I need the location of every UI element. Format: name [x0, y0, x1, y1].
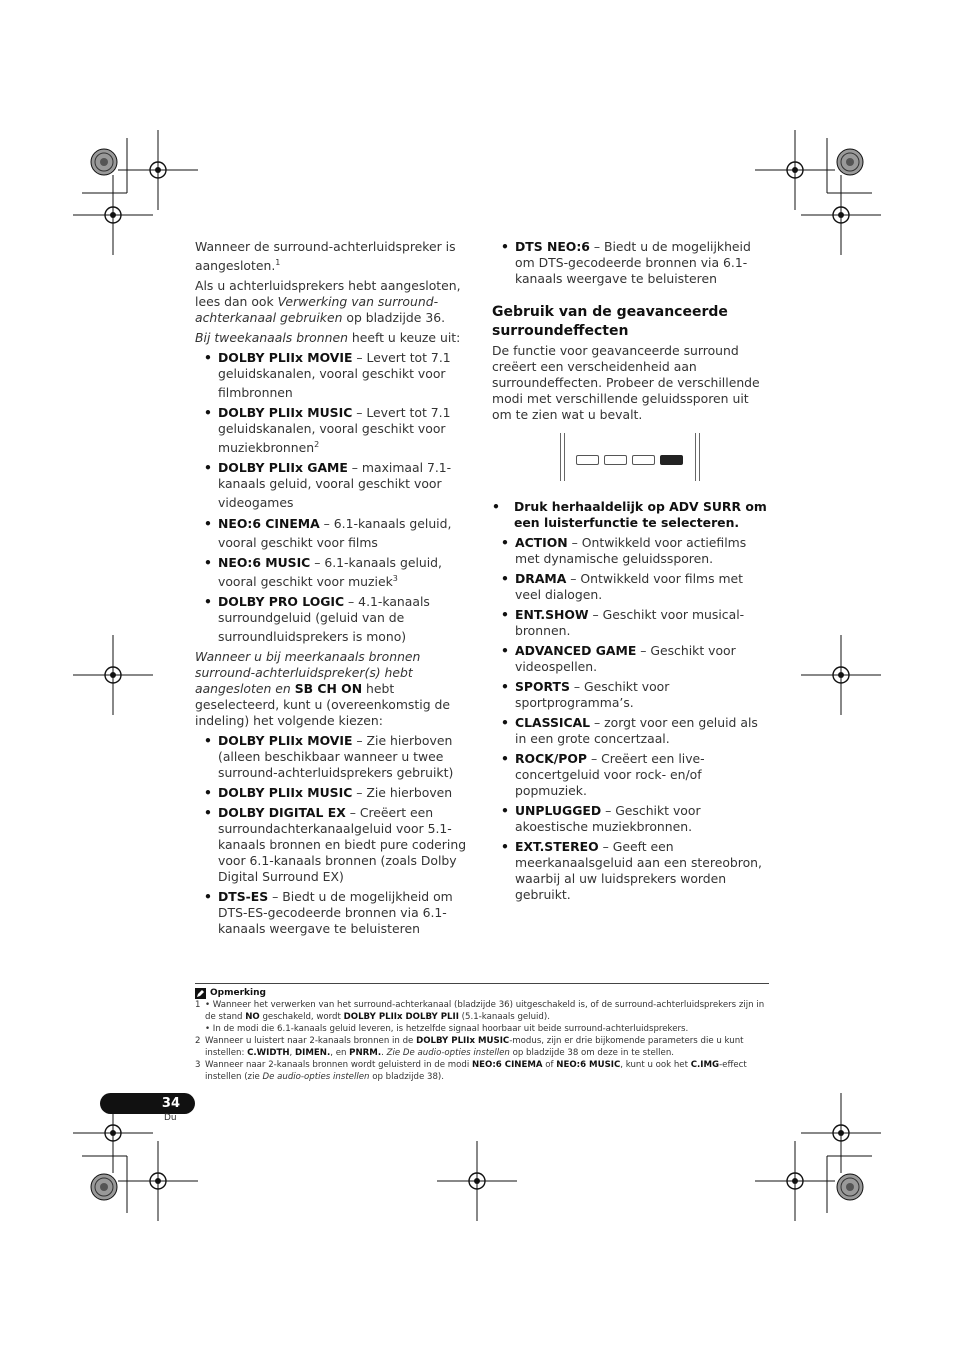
- mode-description: – Biedt u de mogelijkheid om DTS-ES-gecodeerde bronnen via 6.1-kanaals weergave te beluisteren: [218, 888, 453, 936]
- panel-frame-right: [695, 433, 700, 481]
- mode-name: DTS-ES: [218, 888, 269, 904]
- dts-neo6-list: [492, 239, 768, 287]
- footnote-2: 2 Wanneer u luistert naar 2-kanaals bronnen in de DOLBY PLIIx MUSIC-modus, zijn er drie bijkomende parameters die u kunt instellen: C.WIDTH, DIMEN., en PNRM.. Zie De audio-opties instellen op bladzijde 38 om deze in te stellen.: [195, 1036, 744, 1058]
- mode-description: – Geschikt voor musical-bronnen.: [515, 607, 745, 638]
- instruction-step: • Druk herhaaldelijk op ADV SURR om een luisterfunctie te selecteren.: [492, 499, 768, 531]
- mode-name: DOLBY PRO LOGIC: [218, 593, 345, 609]
- list-item: [492, 839, 768, 903]
- mode-description: – 6.1-kanaals geluid, vooral geschikt voor films: [218, 515, 452, 550]
- list-item: [195, 460, 475, 511]
- mode-description: – maximaal 7.1-kanaals geluid, vooral geschikt voor videogames: [218, 460, 452, 511]
- right-column: [492, 239, 768, 907]
- mode-description: – Levert tot 7.1 geluidskanalen, vooral geschikt voor muziekbronnen: [218, 405, 451, 456]
- mode-name: CLASSICAL: [515, 715, 591, 730]
- mode-name: ROCK/POP: [515, 751, 587, 766]
- advanced-surround-mode-list: [492, 535, 768, 903]
- list-item: [195, 405, 475, 456]
- adv-surr-button-icon: [660, 455, 683, 465]
- list-item: • DTS NEO:6 – Biedt u de mogelijkheid om DTS-gecodeerde bronnen via 6.1-kanaals weergave te beluisteren: [492, 239, 768, 287]
- list-item: [195, 350, 475, 401]
- mode-description: – Ontwikkeld voor films met veel dialogen.: [515, 571, 744, 602]
- list-item: [195, 594, 475, 645]
- mode-name: EXT.STEREO: [515, 839, 599, 854]
- mode-name: DOLBY PLIIx MOVIE: [218, 732, 353, 748]
- panel-button-icon: [604, 455, 627, 465]
- mode-description: – Geschikt voor videospellen.: [515, 643, 736, 674]
- list-item: [492, 751, 768, 799]
- list-item: [492, 643, 768, 675]
- mode-name: ACTION: [515, 535, 568, 550]
- footnote-ref: 3: [392, 573, 398, 583]
- list-item: [195, 516, 475, 551]
- mode-name: DOLBY DIGITAL EX: [218, 804, 346, 820]
- footnote-rule: [195, 983, 769, 984]
- mode-name: NEO:6 CINEMA: [218, 515, 320, 531]
- page-number: 34: [100, 1093, 195, 1114]
- list-item: [195, 889, 475, 937]
- front-panel-illustration: [560, 433, 700, 481]
- note-heading: Opmerking: [195, 987, 769, 999]
- list-item: [195, 805, 475, 885]
- list-item: [195, 555, 475, 590]
- mode-description: – Geschikt voor akoestische muziekbronnen.: [515, 803, 701, 834]
- list-item: [492, 803, 768, 835]
- mode-description: – 4.1-kanaals surroundgeluid (geluid van de surroundluidsprekers is mono): [218, 593, 430, 644]
- panel-button-icon: [576, 455, 599, 465]
- paragraph-two-channel: Bij tweekanaals bronnen heeft u keuze uit:: [195, 330, 461, 346]
- panel-frame-left: [560, 433, 565, 481]
- paragraph-rear-speaker: Wanneer de surround-achterluidspreker is aangesloten.$^1$: [195, 239, 456, 274]
- footnotes: [195, 983, 769, 1083]
- list-item: [492, 715, 768, 747]
- panel-button-icon: [632, 455, 655, 465]
- mode-description: – Zie hierboven (alleen beschikbaar wanneer u twee surround-achterluidsprekers gebruikt): [218, 732, 454, 780]
- footnote-1: 1 • Wanneer het verwerken van het surround-achterkanaal (bladzijde 36) uitgeschakeld is, of de surround-achterluidsprekers zijn in de stand NO geschakeld, wordt DOLBY PLIIx DOLBY PLII (5.1-kanaals geluid). • In de modi die 6.1-kanaals geluid leveren, is hetzelfde signaal hoorbaar uit beide surround-achterluidsprekers.: [195, 1000, 765, 1034]
- mode-name: DOLBY PLIIx MOVIE: [218, 350, 353, 366]
- list-item: [492, 607, 768, 639]
- mode-description: – Geschikt voor sportprogramma’s.: [515, 679, 670, 710]
- mode-name: ADVANCED GAME: [515, 643, 637, 658]
- mode-name: UNPLUGGED: [515, 803, 602, 818]
- multichannel-mode-list: [195, 733, 475, 937]
- list-item: [492, 571, 768, 603]
- footnote-ref: 2: [314, 440, 320, 450]
- mode-description: – Creëert een live-concertgeluid voor rock- en/of popmuziek.: [515, 751, 705, 798]
- mode-description: – zorgt voor een geluid als in een grote concertzaal.: [515, 715, 758, 746]
- mode-description: – Creëert een surroundachterkanaalgeluid voor 5.1-kanaals bronnen en biedt pure codering voor 6.1-kanaals bronnen (zoals Dolby Digital Surround EX): [218, 804, 467, 884]
- list-item: [195, 733, 475, 781]
- note-pencil-icon: [195, 988, 206, 999]
- mode-name: SPORTS: [515, 679, 570, 694]
- paragraph-multichannel: Wanneer u bij meerkanaals bronnen surround-achterluidspreker(s) hebt aangesloten en SB CH ON hebt geselecteerd, kunt u (overeenkomstig de indeling) het volgende kiezen:: [195, 648, 450, 728]
- footnote-3: 3 Wanneer naar 2-kanaals bronnen wordt geluisterd in de modi NEO:6 CINEMA of NEO:6 MUSIC, kunt u ook het C.IMG-effect instellen (zie De audio-opties instellen op bladzijde 38).: [195, 1060, 747, 1082]
- section-intro: De functie voor geavanceerde surround creëert een verscheidenheid aan surroundeffecten. Probeer de verschillende modi met verschillende geluidssporen uit om te zien wat u bevalt.: [492, 343, 760, 422]
- mode-description: – Levert tot 7.1 geluidskanalen, vooral geschikt voor filmbronnen: [218, 350, 451, 401]
- left-column: [195, 239, 475, 941]
- section-heading: Gebruik van de geavanceerde surroundeffecten: [492, 304, 728, 339]
- mode-name: DRAMA: [515, 571, 567, 586]
- mode-description: – Geeft een meerkanaalsgeluid aan een stereobron, waarbij al uw luidsprekers worden gebruikt.: [515, 839, 762, 902]
- paragraph-see-also: Als u achterluidsprekers hebt aangesloten, lees dan ook Verwerking van surround-achterkanaal gebruiken op bladzijde 36.: [195, 278, 461, 326]
- list-item: [195, 785, 475, 801]
- mode-description: – 6.1-kanaals geluid, vooral geschikt voor muziek: [218, 554, 442, 589]
- list-item: [492, 679, 768, 711]
- mode-name: ENT.SHOW: [515, 607, 589, 622]
- mode-name: DOLBY PLIIx MUSIC: [218, 405, 353, 421]
- mode-name: NEO:6 MUSIC: [218, 554, 311, 570]
- mode-name: DOLBY PLIIx MUSIC: [218, 784, 353, 800]
- two-channel-mode-list: [195, 350, 475, 645]
- mode-description: – Zie hierboven: [352, 784, 453, 800]
- mode-name: DOLBY PLIIx GAME: [218, 460, 348, 476]
- mode-description: – Ontwikkeld voor actiefilms met dynamische geluidssporen.: [515, 535, 747, 566]
- list-item: [492, 535, 768, 567]
- language-code: Du: [164, 1113, 177, 1123]
